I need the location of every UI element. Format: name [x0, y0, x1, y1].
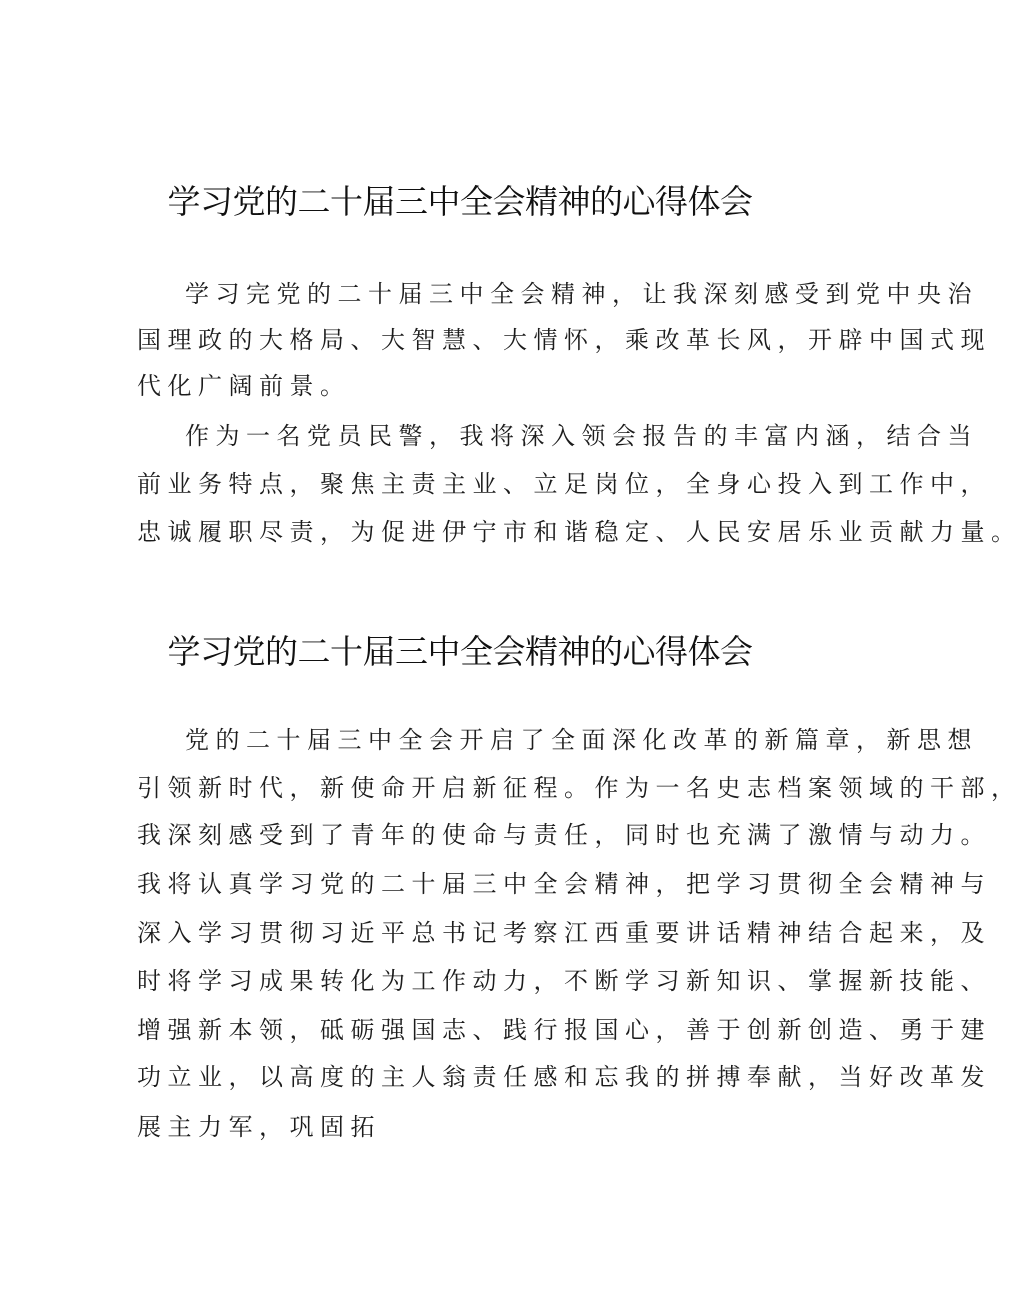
section-1-paragraph-1-line-3: 代化广阔前景。: [137, 372, 351, 400]
section-2-paragraph-line-3: 我深刻感受到了青年的使命与责任，同时也充满了激情与动力。: [137, 821, 991, 849]
section-1-paragraph-2-line-3: 忠诚履职尽责，为促进伊宁市和谐稳定、人民安居乐业贡献力量。: [137, 518, 1022, 546]
section-1-paragraph-2-line-2: 前业务特点，聚焦主责主业、立足岗位，全身心投入到工作中，: [137, 470, 991, 498]
section-2-paragraph-line-8: 功立业，以高度的主人翁责任感和忘我的拼搏奉献，当好改革发: [137, 1063, 991, 1091]
section-1-paragraph-2-line-1: 作为一名党员民警，我将深入领会报告的丰富内涵，结合当: [185, 422, 978, 450]
section-1-title: 学习党的二十届三中全会精神的心得体会: [167, 182, 753, 221]
section-2-paragraph-line-1: 党的二十届三中全会开启了全面深化改革的新篇章，新思想: [185, 726, 978, 754]
section-2-paragraph-line-2: 引领新时代，新使命开启新征程。作为一名史志档案领域的干部，: [137, 774, 1022, 802]
section-2-paragraph-line-7: 增强新本领，砥砺强国志、践行报国心，善于创新创造、勇于建: [137, 1016, 991, 1044]
section-2-paragraph-line-9: 展主力军，巩固拓: [137, 1113, 381, 1141]
section-1-paragraph-1-line-2: 国理政的大格局、大智慧、大情怀，乘改革长风，开辟中国式现: [137, 326, 991, 354]
section-1-paragraph-1-line-1: 学习完党的二十届三中全会精神，让我深刻感受到党中央治: [185, 280, 978, 308]
section-2-paragraph-line-4: 我将认真学习党的二十届三中全会精神，把学习贯彻全会精神与: [137, 870, 991, 898]
section-2-paragraph-line-6: 时将学习成果转化为工作动力，不断学习新知识、掌握新技能、: [137, 967, 991, 995]
section-2-paragraph-line-5: 深入学习贯彻习近平总书记考察江西重要讲话精神结合起来，及: [137, 919, 991, 947]
section-2-title: 学习党的二十届三中全会精神的心得体会: [167, 632, 753, 671]
